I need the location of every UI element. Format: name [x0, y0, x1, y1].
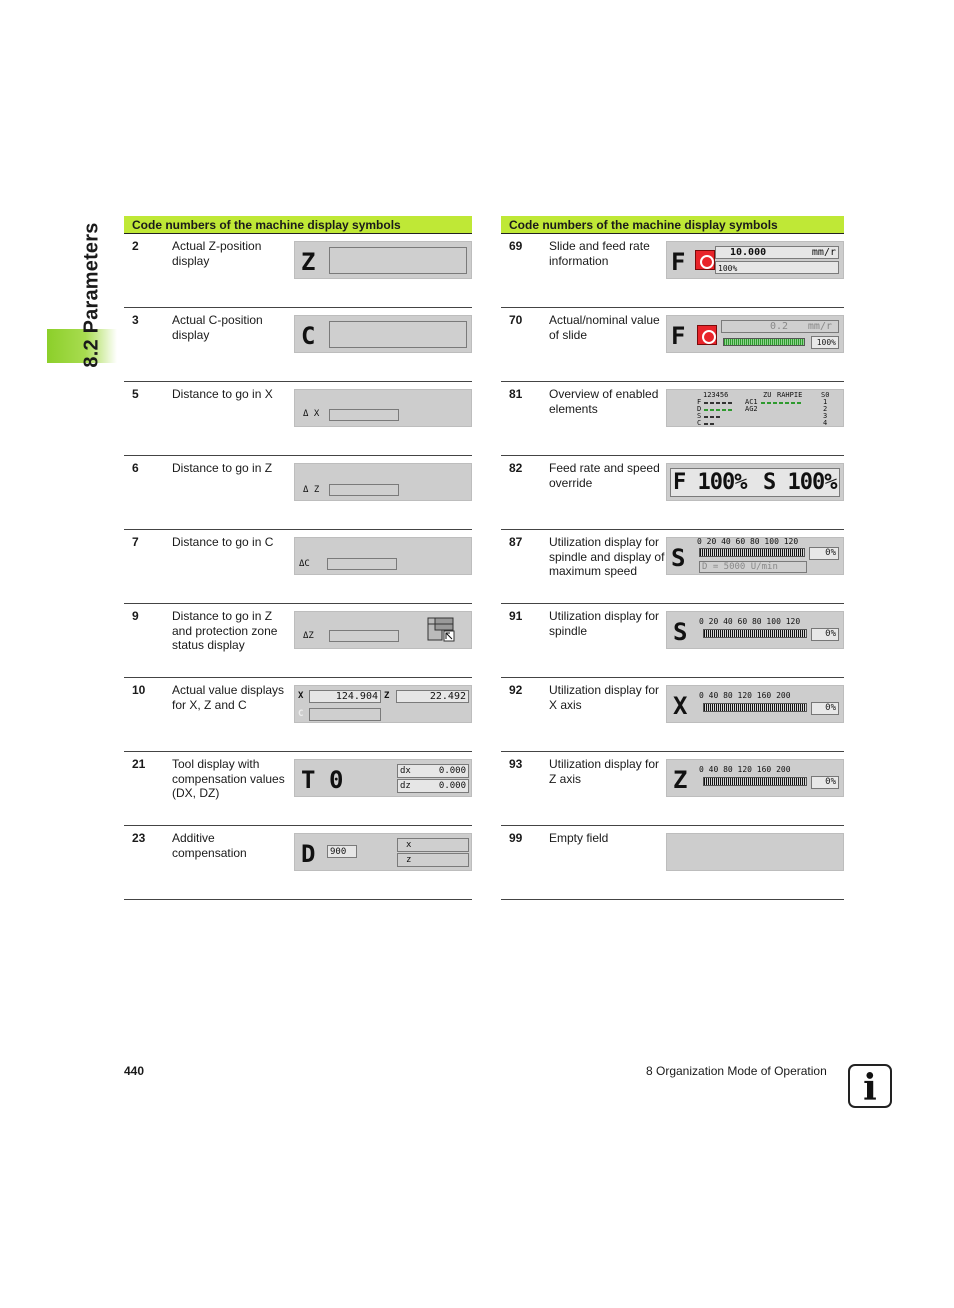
value-field	[327, 558, 397, 570]
code-number: 92	[509, 683, 523, 697]
code-number: 5	[132, 387, 139, 401]
load-percent: 0%	[809, 547, 839, 560]
code-description: Distance to go in X	[172, 387, 273, 401]
code-description: Tool display with compensation values (DX, DZ)	[172, 757, 285, 800]
slide-icon	[697, 325, 717, 345]
code-number: 10	[132, 683, 146, 697]
overview-line	[704, 416, 722, 418]
dz-label: dz	[400, 781, 411, 791]
x-axis-utilization-symbol	[666, 685, 844, 723]
empty-field-symbol	[666, 833, 844, 871]
code-number: 9	[132, 609, 139, 623]
z-label: Z	[384, 691, 390, 701]
slide-icon	[695, 250, 715, 270]
distance-c-symbol	[294, 537, 472, 575]
dx-value: 0.000	[438, 766, 466, 776]
overview-ac1: AC1	[745, 398, 758, 406]
code-description: Actual C-position display	[172, 313, 263, 342]
d-letter: D	[301, 840, 316, 868]
feed-value: 10.000	[730, 247, 767, 258]
code-description: Slide and feed rate information	[549, 239, 650, 268]
code-description: Overview of enabled elements	[549, 387, 659, 416]
c-value-field	[309, 708, 381, 721]
info-icon	[848, 1064, 892, 1108]
code-number: 2	[132, 239, 139, 253]
overview-n4: 4	[823, 419, 828, 427]
overview-zu: ZU	[763, 391, 772, 399]
code-number: 99	[509, 831, 523, 845]
table-row	[501, 530, 844, 604]
table-row	[124, 530, 472, 604]
load-bar	[699, 548, 805, 557]
code-number: 82	[509, 461, 523, 475]
scale-labels: 0 20 40 60 80 100 120	[699, 617, 801, 626]
overview-line	[761, 402, 801, 404]
actual-values-symbol	[294, 685, 472, 723]
table-row	[501, 678, 844, 752]
delta-z-label: Δ Z	[303, 485, 320, 495]
c-label: C	[298, 709, 304, 719]
code-description: Actual Z-position display	[172, 239, 262, 268]
dz-value: 0.000	[438, 781, 466, 791]
dz-field	[397, 779, 469, 793]
overview-c: C	[697, 419, 702, 427]
feed-unit: mm/r	[807, 321, 832, 332]
spindle-max-speed-symbol	[666, 537, 844, 575]
z-axis-utilization-symbol	[666, 759, 844, 797]
table-row	[124, 826, 472, 900]
max-speed: D = 5000 U/min	[702, 562, 778, 572]
f-letter: F	[671, 248, 686, 276]
code-description: Distance to go in Z and protection zone status display	[172, 609, 278, 652]
overview-line	[704, 409, 734, 411]
section-title-text: 8.2 Parameters	[80, 222, 103, 368]
code-description: Utilization display for spindle and display of maximum speed	[549, 535, 665, 578]
code-number: 81	[509, 387, 523, 401]
distance-z-protection-symbol	[294, 611, 472, 649]
left-table	[124, 216, 472, 900]
table-row	[501, 604, 844, 678]
f-letter: F	[671, 322, 686, 350]
c-position-symbol	[294, 315, 472, 353]
feed-unit: mm/r	[811, 247, 836, 258]
d-value: 900	[330, 847, 347, 857]
code-description: Additive compensation	[172, 831, 247, 860]
scale-labels: 0 40 80 120 160 200	[699, 765, 791, 774]
z-letter: Z	[673, 766, 688, 794]
protection-zone-icon	[427, 616, 457, 644]
feed-field	[721, 320, 839, 333]
z-value-field	[396, 690, 469, 703]
overview-s: S	[697, 412, 702, 420]
table-row	[501, 752, 844, 826]
overview-ag2: AG2	[745, 405, 758, 413]
z-comp-field	[397, 853, 469, 867]
spindle-utilization-symbol	[666, 611, 844, 649]
z-value: 22.492	[429, 691, 466, 702]
right-table	[501, 216, 844, 900]
distance-z-symbol	[294, 463, 472, 501]
distance-x-symbol	[294, 389, 472, 427]
scale-labels: 0 20 40 60 80 100 120	[697, 537, 799, 546]
d-value-field	[327, 845, 357, 858]
table-row	[124, 308, 472, 382]
table-row	[124, 604, 472, 678]
code-description: Utilization display for spindle	[549, 609, 660, 638]
table-row	[501, 234, 844, 308]
code-number: 3	[132, 313, 139, 327]
tool-number: 0	[329, 766, 344, 794]
dx-field	[397, 764, 469, 778]
code-description: Utilization display for X axis	[549, 683, 660, 712]
enabled-elements-symbol	[666, 389, 844, 427]
override-symbol	[666, 463, 844, 501]
value-field	[329, 630, 399, 642]
overview-n2: 2	[823, 405, 828, 413]
load-percent: 0%	[811, 776, 839, 789]
code-description: Distance to go in C	[172, 535, 274, 549]
code-description: Distance to go in Z	[172, 461, 273, 475]
code-description: Actual/nominal value of slide	[549, 313, 660, 342]
override-field	[670, 468, 840, 497]
max-speed-field	[699, 561, 807, 573]
code-number: 91	[509, 609, 523, 623]
feed-override-field	[715, 261, 839, 274]
overview-line	[704, 423, 716, 425]
z-position-symbol	[294, 241, 472, 279]
x-comp-field	[397, 838, 469, 852]
load-bar	[703, 703, 807, 712]
table-row	[124, 752, 472, 826]
overview-s0: S0	[821, 391, 830, 399]
overview-f: F	[697, 398, 702, 406]
feed-value: 0.2	[770, 321, 789, 332]
delta-c-label: ΔC	[299, 559, 310, 569]
code-number: 69	[509, 239, 523, 253]
code-number: 7	[132, 535, 139, 549]
load-bar	[703, 629, 807, 638]
info-glyph: i	[863, 1067, 877, 1109]
load-percent: 0%	[811, 702, 839, 715]
chapter-title: 8 Organization Mode of Operation	[646, 1064, 827, 1078]
value-field	[329, 321, 467, 348]
overview-digits: 123456	[703, 391, 729, 399]
delta-x-label: Δ X	[303, 409, 320, 419]
code-number: 87	[509, 535, 523, 549]
code-description: Empty field	[549, 831, 609, 845]
overview-n3: 3	[823, 412, 828, 420]
feed-percent: 100%	[718, 264, 738, 273]
feed-override: F 100%	[673, 470, 747, 495]
actual-nominal-symbol	[666, 315, 844, 353]
table-row	[124, 234, 472, 308]
tool-display-symbol	[294, 759, 472, 797]
load-percent: 0%	[811, 628, 839, 641]
code-number: 21	[132, 757, 146, 771]
overview-line	[704, 402, 734, 404]
feed-percent: 100%	[811, 336, 839, 349]
scale-labels: 0 40 80 120 160 200	[699, 691, 791, 700]
overview-d: D	[697, 405, 702, 413]
value-field	[329, 247, 467, 274]
overview-flags: RAHPIE	[777, 391, 803, 399]
x-letter: X	[673, 692, 688, 720]
t-letter: T	[301, 766, 316, 794]
z-comp-label: z	[406, 855, 412, 865]
table-row	[501, 826, 844, 900]
x-value-field	[309, 690, 381, 703]
s-letter: S	[673, 618, 688, 646]
value-field	[329, 484, 399, 496]
delta-z-label: ΔZ	[303, 631, 314, 641]
code-description: Utilization display for Z axis	[549, 757, 660, 786]
code-number: 23	[132, 831, 146, 845]
x-label: X	[298, 691, 304, 701]
table-row	[501, 456, 844, 530]
code-number: 70	[509, 313, 523, 327]
dx-label: dx	[400, 766, 411, 776]
load-bar	[703, 777, 807, 786]
table-row	[124, 678, 472, 752]
code-description: Feed rate and speed override	[549, 461, 660, 490]
code-number: 6	[132, 461, 139, 475]
table-row	[124, 456, 472, 530]
table-row	[501, 382, 844, 456]
x-comp-label: x	[406, 840, 412, 850]
feed-bar	[723, 338, 805, 346]
feed-field	[715, 246, 839, 259]
table-row	[501, 308, 844, 382]
table-header: Code numbers of the machine display symbols	[501, 216, 844, 234]
table-header: Code numbers of the machine display symbols	[124, 216, 472, 234]
additive-compensation-symbol	[294, 833, 472, 871]
speed-override: S 100%	[763, 470, 837, 495]
section-title	[76, 212, 108, 378]
code-number: 93	[509, 757, 523, 771]
value-field	[329, 409, 399, 421]
overview-n1: 1	[823, 398, 828, 406]
code-description: Actual value displays for X, Z and C	[172, 683, 285, 712]
table-row	[124, 382, 472, 456]
s-letter: S	[671, 544, 686, 572]
c-letter: C	[301, 322, 316, 350]
z-letter: Z	[301, 248, 316, 276]
page-number: 440	[124, 1064, 145, 1078]
x-value: 124.904	[335, 691, 378, 702]
slide-feed-symbol	[666, 241, 844, 279]
